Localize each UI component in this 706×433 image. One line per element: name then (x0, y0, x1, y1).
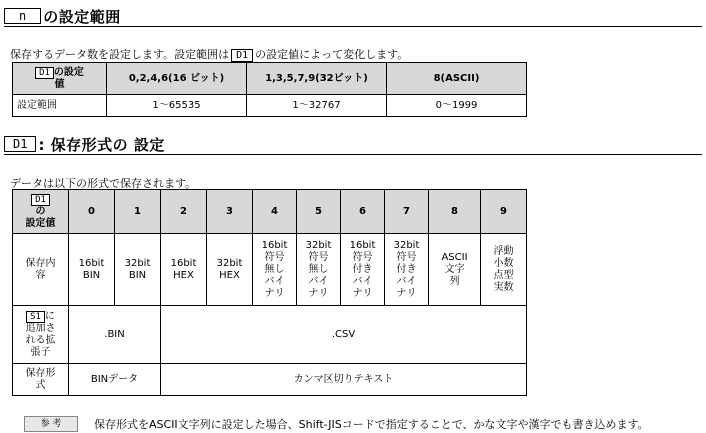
format-cell: 浮動 小数 点型 実数 (481, 234, 527, 306)
range-col-header: 0,2,4,6(16 ビット) (107, 63, 247, 95)
format-cell: 32bit BIN (115, 234, 161, 306)
format-header-text2: 設定値 (25, 217, 56, 229)
section2-title: : 保存形式の 設定 (38, 135, 165, 154)
section1-intro (10, 46, 408, 62)
range-header-box: D1 (35, 67, 54, 79)
section1-range-table (12, 62, 527, 117)
format-table-corner (13, 190, 69, 234)
range-header-text2: 値 (54, 78, 65, 90)
section2-box-label: D1 (4, 136, 36, 152)
range-value: 1～65535 (107, 95, 247, 117)
storage-type-label: 保存形 式 (13, 364, 69, 396)
extension-label-2: 追加さ れる拡 張子 (25, 322, 56, 358)
section1-intro-pre: 保存するデータ数を設定します。設定範囲は (10, 48, 230, 61)
section2-header (4, 133, 704, 155)
range-col-header: 1,3,5,7,9(32ビット) (247, 63, 387, 95)
format-cell: 32bit HEX (207, 234, 253, 306)
format-col-header: 7 (385, 190, 429, 234)
format-col-header: 2 (161, 190, 207, 234)
format-header-box: D1 (31, 194, 50, 206)
extension-label (13, 306, 69, 364)
format-col-header: 5 (297, 190, 341, 234)
extension-csv: .CSV (161, 306, 527, 364)
range-value: 1～32767 (247, 95, 387, 117)
storage-type-csv: カンマ区切りテキスト (161, 364, 527, 396)
range-value: 0～1999 (387, 95, 527, 117)
format-cell: 32bit 符号 無し バイ ナリ (297, 234, 341, 306)
range-header-text1: の設定 (53, 66, 84, 78)
section1-box-label: n (4, 8, 41, 24)
section1-intro-post: の設定値によって変化します。 (255, 48, 409, 61)
format-cell: 16bit 符号 無し バイ ナリ (253, 234, 297, 306)
format-cell: 16bit HEX (161, 234, 207, 306)
range-table-corner (13, 63, 107, 95)
format-cell: 16bit BIN (69, 234, 115, 306)
format-col-header: 3 (207, 190, 253, 234)
section2-intro: データは以下の形式で保存されます。 (10, 177, 197, 190)
range-row-label: 設定範囲 (13, 95, 107, 117)
reference-text: 保存形式をASCII文字列に設定した場合、Shift-JISコードで指定することで、かな文字や漢字でも書き込めます。 (94, 418, 649, 431)
extension-label-1: に (44, 310, 55, 322)
format-cell: 32bit 符号 付き バイ ナリ (385, 234, 429, 306)
extension-box: S1 (26, 311, 45, 323)
format-col-header: 4 (253, 190, 297, 234)
section1-intro-box: D1 (231, 49, 253, 62)
reference-tag: 参 考 (24, 416, 78, 432)
section1-header (4, 5, 704, 27)
section1-title: の設定範囲 (43, 7, 121, 26)
format-col-header: 6 (341, 190, 385, 234)
extension-bin: .BIN (69, 306, 161, 364)
format-col-header: 8 (429, 190, 481, 234)
reference-note (24, 416, 649, 432)
format-cell: 16bit 符号 付き バイ ナリ (341, 234, 385, 306)
range-col-header: 8(ASCII) (387, 63, 527, 95)
format-col-header: 1 (115, 190, 161, 234)
format-col-header: 9 (481, 190, 527, 234)
format-cell: ASCII 文字 列 (429, 234, 481, 306)
section2-format-table (12, 189, 527, 396)
format-content-label: 保存内容 (13, 234, 69, 306)
format-col-header: 0 (69, 190, 115, 234)
storage-type-bin: BINデータ (69, 364, 161, 396)
format-header-text1: の (35, 205, 46, 217)
